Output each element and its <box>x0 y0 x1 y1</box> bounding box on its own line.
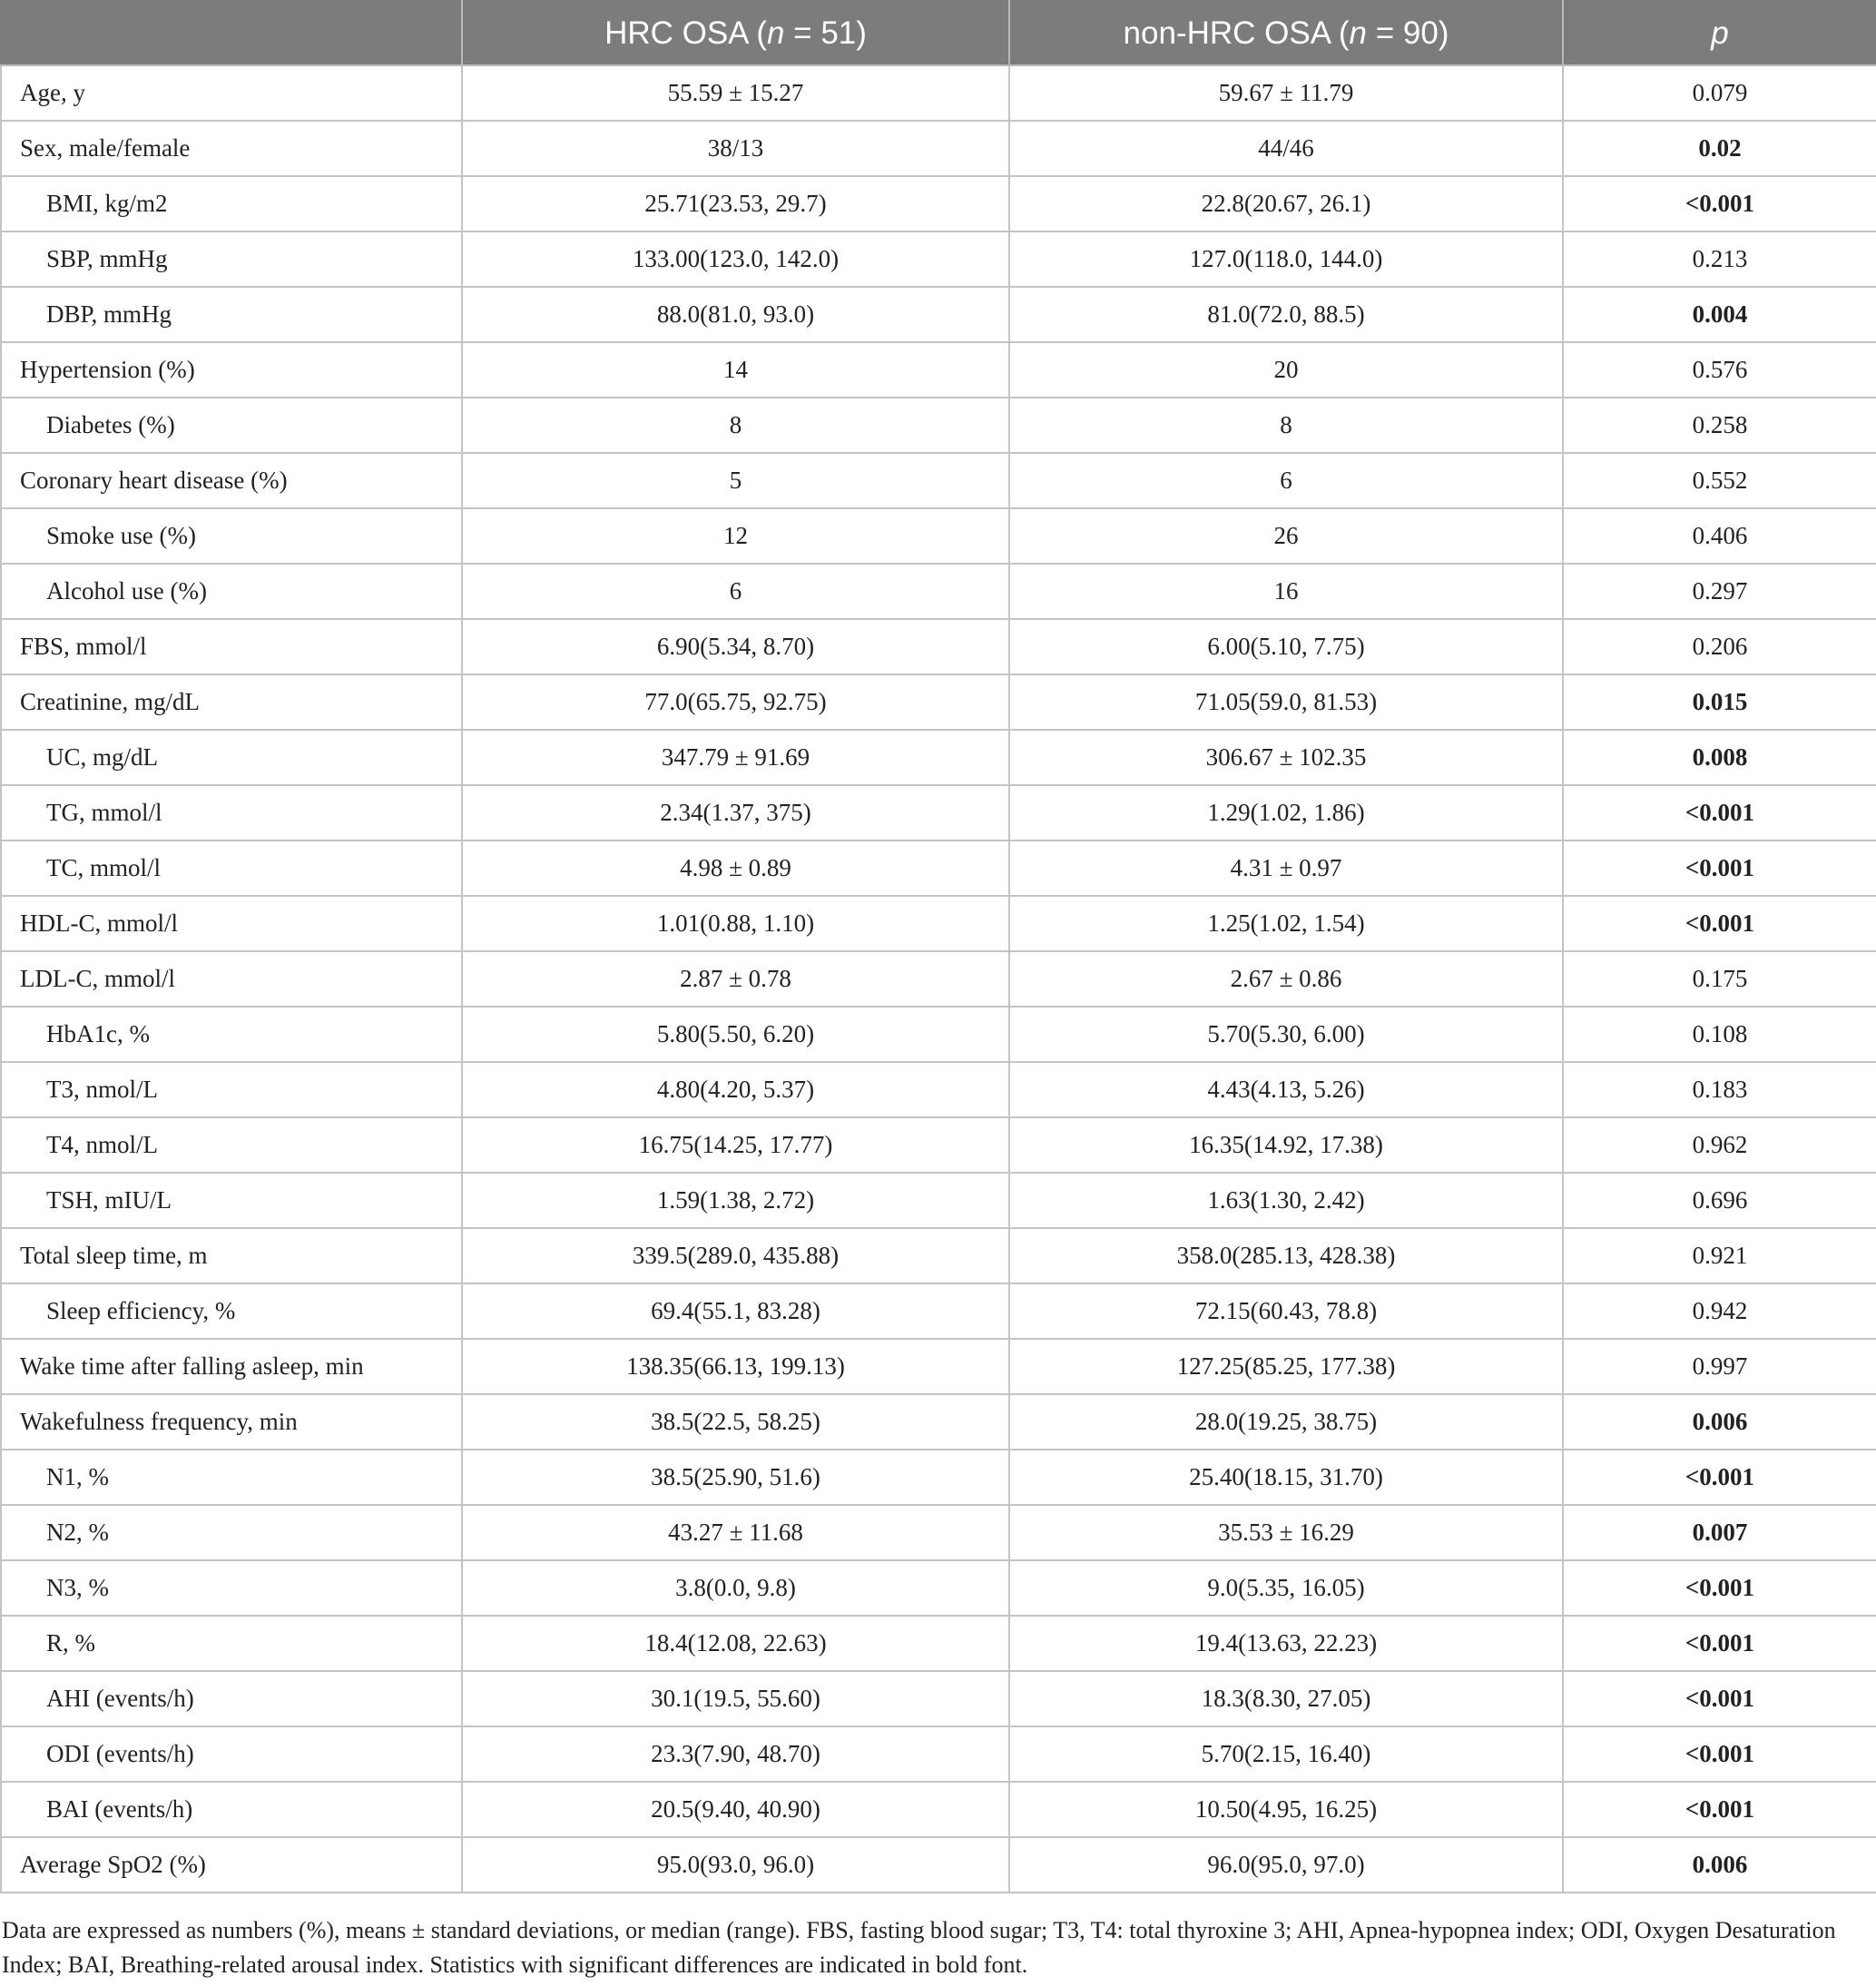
non-hrc-osa-value: 2.67 ± 0.86 <box>1009 951 1563 1007</box>
hrc-osa-value: 88.0(81.0, 93.0) <box>462 287 1009 342</box>
table-row <box>1 951 1876 1007</box>
p-value: 0.004 <box>1563 287 1876 342</box>
non-hrc-osa-value: 1.63(1.30, 2.42) <box>1009 1173 1563 1228</box>
row-label: Wakefulness frequency, min <box>1 1394 462 1450</box>
hrc-osa-value: 95.0(93.0, 96.0) <box>462 1837 1009 1893</box>
hrc-osa-value: 14 <box>462 342 1009 398</box>
header-non-hrc-osa <box>1009 1 1563 65</box>
hrc-osa-value: 55.59 ± 15.27 <box>462 65 1009 121</box>
hrc-osa-value: 5 <box>462 453 1009 508</box>
row-label: Sleep efficiency, % <box>1 1283 462 1339</box>
hrc-osa-value: 12 <box>462 508 1009 564</box>
non-hrc-osa-value: 18.3(8.30, 27.05) <box>1009 1671 1563 1726</box>
row-label: T3, nmol/L <box>1 1062 462 1117</box>
row-label: Smoke use (%) <box>1 508 462 564</box>
hrc-osa-value: 8 <box>462 398 1009 453</box>
p-value: 0.962 <box>1563 1117 1876 1173</box>
table-row <box>1 785 1876 841</box>
non-hrc-osa-value: 358.0(285.13, 428.38) <box>1009 1228 1563 1283</box>
hrc-osa-value: 6.90(5.34, 8.70) <box>462 619 1009 674</box>
table-body <box>1 65 1876 1893</box>
table-row <box>1 342 1876 398</box>
table-row <box>1 896 1876 951</box>
table-row <box>1 1173 1876 1228</box>
non-hrc-osa-value: 35.53 ± 16.29 <box>1009 1505 1563 1560</box>
hrc-osa-value: 339.5(289.0, 435.88) <box>462 1228 1009 1283</box>
p-value: 0.213 <box>1563 231 1876 287</box>
hrc-osa-value: 4.80(4.20, 5.37) <box>462 1062 1009 1117</box>
hrc-osa-value: 38/13 <box>462 121 1009 176</box>
header-hrc-suffix: = 51) <box>784 15 867 51</box>
row-label: HDL-C, mmol/l <box>1 896 462 951</box>
p-value: <0.001 <box>1563 1782 1876 1837</box>
p-value: 0.079 <box>1563 65 1876 121</box>
table-row <box>1 1505 1876 1560</box>
hrc-osa-value: 16.75(14.25, 17.77) <box>462 1117 1009 1173</box>
p-value: 0.175 <box>1563 951 1876 1007</box>
hrc-osa-value: 6 <box>462 564 1009 619</box>
hrc-osa-value: 43.27 ± 11.68 <box>462 1505 1009 1560</box>
row-label: Average SpO2 (%) <box>1 1837 462 1893</box>
hrc-osa-value: 138.35(66.13, 199.13) <box>462 1339 1009 1394</box>
table-footnote: Data are expressed as numbers (%), means ± standard deviations, or median (range). FBS, fasting blood sugar; T3, T4: total thyroxine 3; AHI, Apnea-hypopnea index; ODI, Oxygen Desaturation Index; BAI, Breathing-related arousal index. Statistics with significant differences are indicated in bold font. <box>2 1917 1836 1978</box>
row-label: SBP, mmHg <box>1 231 462 287</box>
non-hrc-osa-value: 127.25(85.25, 177.38) <box>1009 1339 1563 1394</box>
hrc-osa-value: 2.34(1.37, 375) <box>462 785 1009 841</box>
table-row <box>1 121 1876 176</box>
non-hrc-osa-value: 5.70(2.15, 16.40) <box>1009 1726 1563 1782</box>
non-hrc-osa-value: 59.67 ± 11.79 <box>1009 65 1563 121</box>
table-row <box>1 65 1876 121</box>
table-row <box>1 453 1876 508</box>
row-label: AHI (events/h) <box>1 1671 462 1726</box>
p-value: <0.001 <box>1563 1450 1876 1505</box>
hrc-osa-value: 1.59(1.38, 2.72) <box>462 1173 1009 1228</box>
table-row <box>1 730 1876 785</box>
non-hrc-osa-value: 1.29(1.02, 1.86) <box>1009 785 1563 841</box>
p-value: 0.942 <box>1563 1283 1876 1339</box>
non-hrc-osa-value: 26 <box>1009 508 1563 564</box>
row-label: DBP, mmHg <box>1 287 462 342</box>
row-label: ODI (events/h) <box>1 1726 462 1782</box>
header-row <box>1 1 1876 65</box>
table-row <box>1 287 1876 342</box>
non-hrc-osa-value: 72.15(60.43, 78.8) <box>1009 1283 1563 1339</box>
table-row <box>1 176 1876 231</box>
row-label: BAI (events/h) <box>1 1782 462 1837</box>
p-value: 0.015 <box>1563 674 1876 730</box>
non-hrc-osa-value: 127.0(118.0, 144.0) <box>1009 231 1563 287</box>
non-hrc-osa-value: 8 <box>1009 398 1563 453</box>
p-value: 0.108 <box>1563 1007 1876 1062</box>
table-row <box>1 1616 1876 1671</box>
non-hrc-osa-value: 4.31 ± 0.97 <box>1009 841 1563 896</box>
table-row <box>1 1394 1876 1450</box>
table-row <box>1 1117 1876 1173</box>
row-label: TG, mmol/l <box>1 785 462 841</box>
table-row <box>1 1450 1876 1505</box>
non-hrc-osa-value: 5.70(5.30, 6.00) <box>1009 1007 1563 1062</box>
p-value: 0.007 <box>1563 1505 1876 1560</box>
row-label: FBS, mmol/l <box>1 619 462 674</box>
table-row <box>1 1228 1876 1283</box>
non-hrc-osa-value: 16.35(14.92, 17.38) <box>1009 1117 1563 1173</box>
p-value: <0.001 <box>1563 1726 1876 1782</box>
row-label: Age, y <box>1 65 462 121</box>
row-label: Creatinine, mg/dL <box>1 674 462 730</box>
row-label: UC, mg/dL <box>1 730 462 785</box>
p-value: <0.001 <box>1563 785 1876 841</box>
p-value: 0.576 <box>1563 342 1876 398</box>
table-row <box>1 1837 1876 1893</box>
non-hrc-osa-value: 6 <box>1009 453 1563 508</box>
non-hrc-osa-value: 4.43(4.13, 5.26) <box>1009 1062 1563 1117</box>
header-p-value <box>1563 1 1876 65</box>
hrc-osa-value: 133.00(123.0, 142.0) <box>462 231 1009 287</box>
table-header <box>1 1 1876 65</box>
row-label: TC, mmol/l <box>1 841 462 896</box>
non-hrc-osa-value: 9.0(5.35, 16.05) <box>1009 1560 1563 1616</box>
p-value: 0.696 <box>1563 1173 1876 1228</box>
hrc-osa-value: 20.5(9.40, 40.90) <box>462 1782 1009 1837</box>
table-row <box>1 1062 1876 1117</box>
hrc-osa-value: 25.71(23.53, 29.7) <box>462 176 1009 231</box>
table-row <box>1 1560 1876 1616</box>
non-hrc-osa-value: 20 <box>1009 342 1563 398</box>
row-label: Coronary heart disease (%) <box>1 453 462 508</box>
table-row <box>1 1782 1876 1837</box>
p-value: 0.006 <box>1563 1837 1876 1893</box>
table-row <box>1 1283 1876 1339</box>
row-label: N3, % <box>1 1560 462 1616</box>
p-value: <0.001 <box>1563 1560 1876 1616</box>
p-value: 0.552 <box>1563 453 1876 508</box>
header-hrc-osa <box>462 1 1009 65</box>
table-row <box>1 1339 1876 1394</box>
table-row <box>1 1726 1876 1782</box>
row-label: HbA1c, % <box>1 1007 462 1062</box>
row-label: Hypertension (%) <box>1 342 462 398</box>
p-value: <0.001 <box>1563 1671 1876 1726</box>
p-value: 0.297 <box>1563 564 1876 619</box>
header-p-label: p <box>1711 15 1729 51</box>
table-row <box>1 841 1876 896</box>
p-value: 0.258 <box>1563 398 1876 453</box>
row-label: TSH, mIU/L <box>1 1173 462 1228</box>
non-hrc-osa-value: 19.4(13.63, 22.23) <box>1009 1616 1563 1671</box>
p-value: 0.006 <box>1563 1394 1876 1450</box>
hrc-osa-value: 30.1(19.5, 55.60) <box>462 1671 1009 1726</box>
row-label: Sex, male/female <box>1 121 462 176</box>
table-row <box>1 1007 1876 1062</box>
non-hrc-osa-value: 96.0(95.0, 97.0) <box>1009 1837 1563 1893</box>
non-hrc-osa-value: 25.40(18.15, 31.70) <box>1009 1450 1563 1505</box>
p-value: 0.206 <box>1563 619 1876 674</box>
hrc-osa-value: 347.79 ± 91.69 <box>462 730 1009 785</box>
hrc-osa-value: 38.5(22.5, 58.25) <box>462 1394 1009 1450</box>
table-row <box>1 398 1876 453</box>
table-row <box>1 508 1876 564</box>
non-hrc-osa-value: 28.0(19.25, 38.75) <box>1009 1394 1563 1450</box>
p-value: 0.406 <box>1563 508 1876 564</box>
hrc-osa-value: 4.98 ± 0.89 <box>462 841 1009 896</box>
non-hrc-osa-value: 6.00(5.10, 7.75) <box>1009 619 1563 674</box>
hrc-osa-value: 77.0(65.75, 92.75) <box>462 674 1009 730</box>
hrc-osa-value: 2.87 ± 0.78 <box>462 951 1009 1007</box>
p-value: 0.997 <box>1563 1339 1876 1394</box>
row-label: Total sleep time, m <box>1 1228 462 1283</box>
header-non-hrc-prefix: non-HRC OSA ( <box>1123 15 1350 51</box>
non-hrc-osa-value: 1.25(1.02, 1.54) <box>1009 896 1563 951</box>
p-value: <0.001 <box>1563 1616 1876 1671</box>
non-hrc-osa-value: 16 <box>1009 564 1563 619</box>
header-non-hrc-suffix: = 90) <box>1366 15 1449 51</box>
table-row <box>1 674 1876 730</box>
hrc-osa-value: 18.4(12.08, 22.63) <box>462 1616 1009 1671</box>
p-value: <0.001 <box>1563 896 1876 951</box>
non-hrc-osa-value: 22.8(20.67, 26.1) <box>1009 176 1563 231</box>
row-label: LDL-C, mmol/l <box>1 951 462 1007</box>
p-value: 0.008 <box>1563 730 1876 785</box>
row-label: N2, % <box>1 1505 462 1560</box>
hrc-osa-value: 38.5(25.90, 51.6) <box>462 1450 1009 1505</box>
non-hrc-osa-value: 81.0(72.0, 88.5) <box>1009 287 1563 342</box>
row-label: Alcohol use (%) <box>1 564 462 619</box>
row-label: Diabetes (%) <box>1 398 462 453</box>
non-hrc-osa-value: 10.50(4.95, 16.25) <box>1009 1782 1563 1837</box>
hrc-osa-value: 23.3(7.90, 48.70) <box>462 1726 1009 1782</box>
row-label: R, % <box>1 1616 462 1671</box>
header-non-hrc-n: n <box>1349 15 1367 51</box>
hrc-osa-value: 69.4(55.1, 83.28) <box>462 1283 1009 1339</box>
hrc-osa-value: 5.80(5.50, 6.20) <box>462 1007 1009 1062</box>
row-label: Wake time after falling asleep, min <box>1 1339 462 1394</box>
table-row <box>1 1671 1876 1726</box>
p-value: <0.001 <box>1563 176 1876 231</box>
header-hrc-prefix: HRC OSA ( <box>604 15 767 51</box>
hrc-osa-value: 1.01(0.88, 1.10) <box>462 896 1009 951</box>
row-label: T4, nmol/L <box>1 1117 462 1173</box>
p-value: 0.921 <box>1563 1228 1876 1283</box>
table-row <box>1 231 1876 287</box>
p-value: <0.001 <box>1563 841 1876 896</box>
non-hrc-osa-value: 306.67 ± 102.35 <box>1009 730 1563 785</box>
header-hrc-n: n <box>766 15 785 51</box>
table-row <box>1 619 1876 674</box>
non-hrc-osa-value: 44/46 <box>1009 121 1563 176</box>
p-value: 0.183 <box>1563 1062 1876 1117</box>
non-hrc-osa-value: 71.05(59.0, 81.53) <box>1009 674 1563 730</box>
table-row <box>1 564 1876 619</box>
row-label: N1, % <box>1 1450 462 1505</box>
header-variable <box>1 1 462 65</box>
hrc-osa-value: 3.8(0.0, 9.8) <box>462 1560 1009 1616</box>
row-label: BMI, kg/m2 <box>1 176 462 231</box>
p-value: 0.02 <box>1563 121 1876 176</box>
